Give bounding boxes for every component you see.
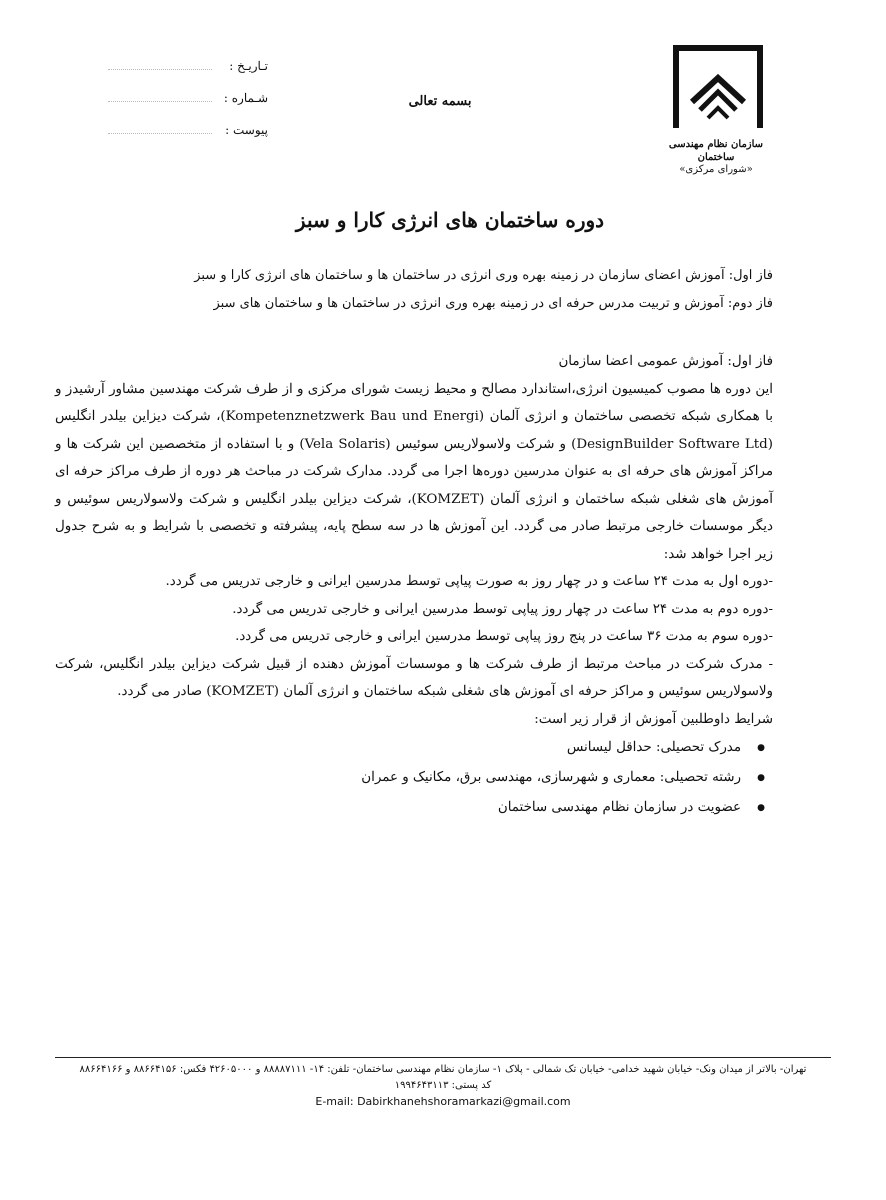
phase-item: فاز دوم: آموزش و تربیت مدرس حرفه ای در زمینه بهره وری انرژی در ساختمان ها و ساختمان های سبز xyxy=(213,296,773,311)
document-body xyxy=(55,348,773,823)
date-field xyxy=(108,58,212,70)
footer-address: تهران- بالاتر از میدان ونک- خیابان شهید خدامی- خیابان تک شمالی - پلاک ۱- سازمان نظام مهندسی ساختمان- تلفن: ۱۴- ۸۸۸۸۷۱۱۱ و ۴۲۶۰۵۰۰۰ فکس: ۸۸۶۶۴۱۵۶ و ۸۸۶۶۴۱۶۶ xyxy=(79,1064,807,1075)
attachment-row xyxy=(108,122,268,154)
engineering-organization-logo-icon xyxy=(670,42,766,132)
phase-list xyxy=(173,262,773,318)
number-row xyxy=(108,90,268,122)
conditions-heading: شرایط داوطلبین آموزش از قرار زیر است: xyxy=(534,711,773,727)
course-item: -دوره سوم به مدت ۳۶ ساعت در پنج روز پیاپی توسط مدرسین ایرانی و خارجی تدریس می گردد. xyxy=(235,629,773,644)
number-label: شـماره : xyxy=(223,91,268,105)
section-heading: فاز اول: آموزش عمومی اعضا سازمان xyxy=(558,354,773,369)
date-label: تـاریـخ : xyxy=(229,59,268,73)
intro-paragraph: این دوره ها مصوب کمیسیون انرژی،استاندارد مصالح و محیط زیست شورای مرکزی و از طرف شرکت مهندسین مشاور آرشیدز و با همکاری شبکه تخصصی ساختمان و انرژی آلمان (Kompetenznetzwerk Bau und Energi)، شرکت دیزاین بیلدر انگلیس (DesignBuilder Software Ltd) و شرکت ولاسولاریس سوئیس (Vela Solaris) و با استفاده از متخصصین این شرکت ها و مراکز آموزش های حرفه ای به عنوان مدرسین دوره‌ها اجرا می گردد. مدارک شرکت در مباحث هر دوره از طرف مراکز حرفه ای آموزش های شغلی شبکه ساختمان و انرژی آلمان (KOMZET)، شرکت دیزاین بیلدر انگلیس و شرکت ولاسولاریس سوئیس و دیگر موسسات خارجی مرتبط صادر می گردد. این آموزش ها در سه سطح پایه، پیشرفته و تخصصی با شرایط و به شرح جدول زیر اجرا خواهد شد: xyxy=(55,381,773,562)
condition-item: ● رشته تحصیلی: معماری و شهرسازی، مهندسی برق، مکانیک و عمران xyxy=(55,763,773,793)
course-item: -دوره اول به مدت ۲۴ ساعت و در چهار روز به صورت پیاپی توسط مدرسین ایرانی و خارجی تدریس می گردد. xyxy=(165,574,773,589)
course-item: - مدرک شرکت در مباحث مرتبط از طرف شرکت ها و موسسات آموزش دهنده از قبیل شرکت دیزاین بیلدر انگلیس، شرکت ولاسولاریس سوئیس و مراکز حرفه ای آموزش های شغلی شبکه ساختمان و انرژی آلمان (KOMZET) صادر می گردد. xyxy=(55,656,773,699)
course-item: -دوره دوم به مدت ۲۴ ساعت در چهار روز پیاپی توسط مدرسین ایرانی و خارجی تدریس می گردد. xyxy=(232,601,773,617)
condition-item: ● مدرک تحصیلی: حداقل لیسانس xyxy=(55,733,773,763)
number-field xyxy=(108,90,212,102)
footer-email: E-mail: Dabirkhanehshoramarkazi@gmail.com xyxy=(315,1095,571,1108)
attachment-field xyxy=(108,122,212,134)
phase-item: فاز اول: آموزش اعضای سازمان در زمینه بهره وری انرژی در ساختمان ها و ساختمان های انرژی کارا و سبز xyxy=(194,268,773,283)
letter-meta xyxy=(108,58,268,154)
conditions-list xyxy=(55,733,773,823)
bismillah-heading: بسمه تعالی xyxy=(408,94,472,109)
footer xyxy=(55,1062,831,1110)
document-title: دوره ساختمان های انرژی کارا و سبز xyxy=(295,208,605,232)
central-council-label: «شورای مرکزی» xyxy=(679,164,753,175)
logo xyxy=(660,42,772,176)
attachment-label: پیوست : xyxy=(225,123,268,137)
organization-name: سازمان نظام مهندسی ساختمان xyxy=(668,139,764,163)
date-row xyxy=(108,58,268,90)
condition-item: ● عضویت در سازمان نظام مهندسی ساختمان xyxy=(55,793,773,823)
footer-postal-code: کد پستی: ۱۹۹۴۶۴۳۱۱۳ xyxy=(394,1080,492,1091)
footer-divider xyxy=(55,1057,831,1058)
